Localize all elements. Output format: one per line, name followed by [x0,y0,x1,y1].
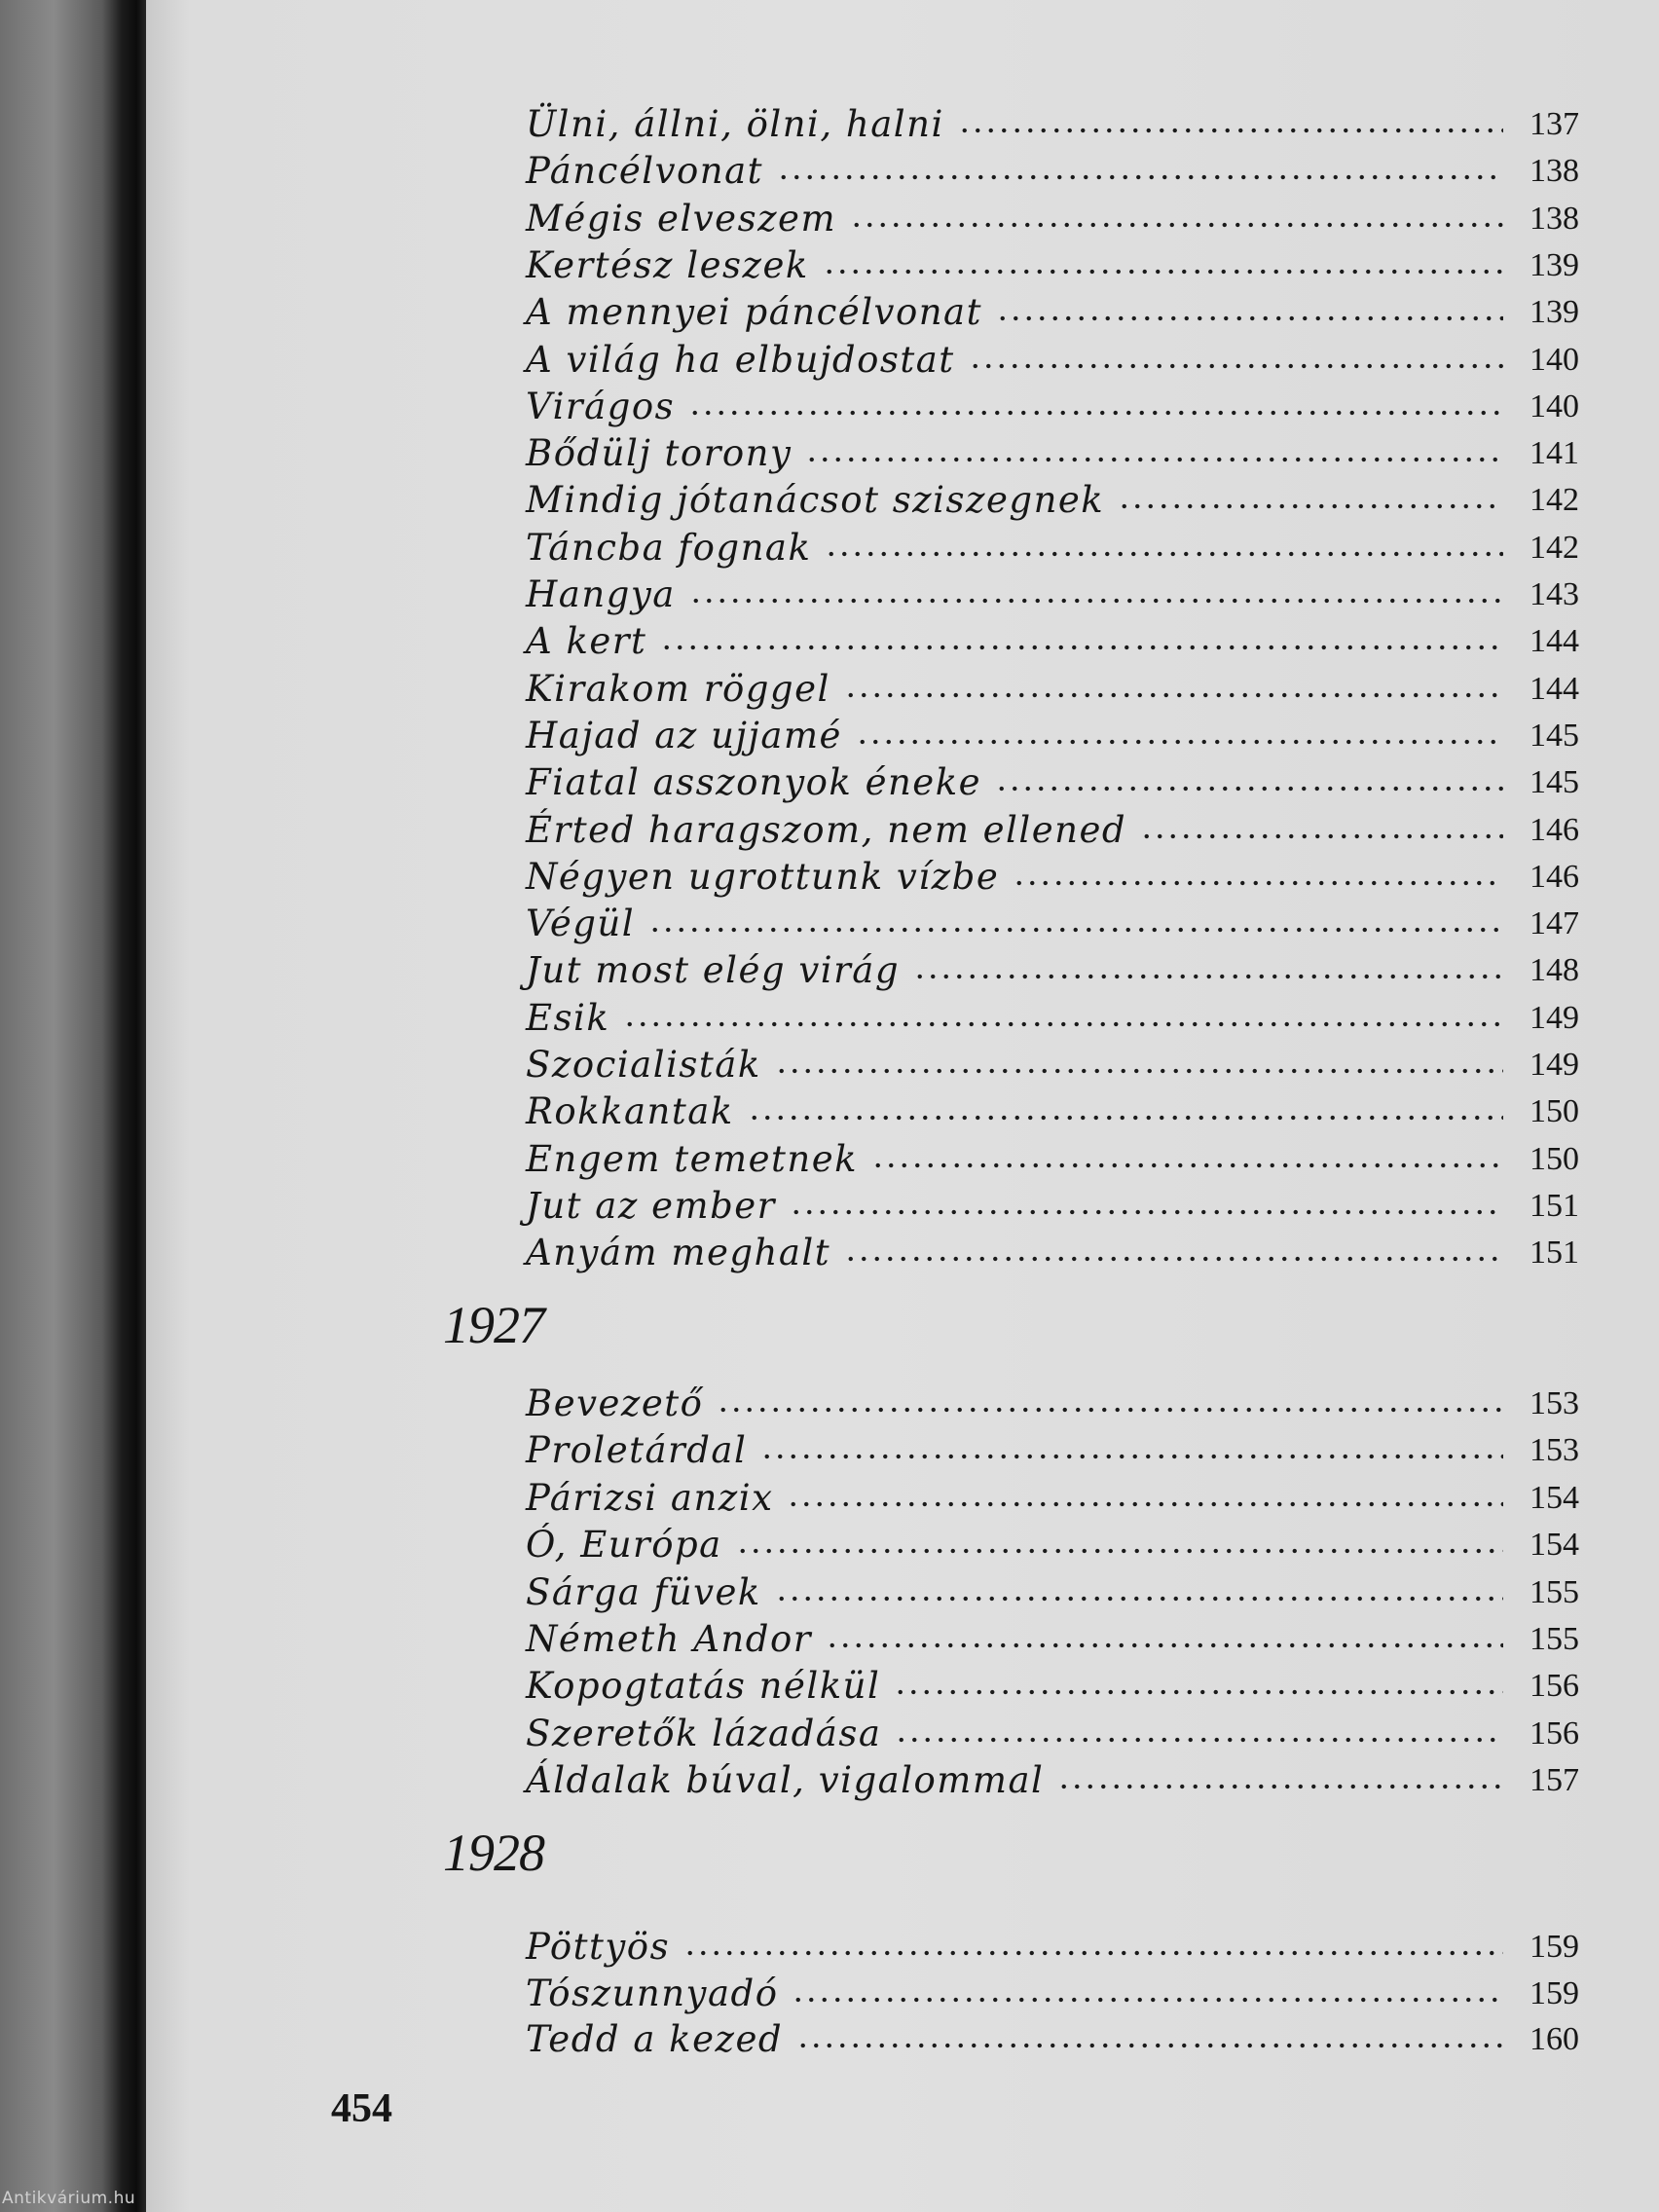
toc-entry [526,668,1579,711]
dot-leader [995,779,1503,798]
toc-entry [526,620,1579,663]
watermark: Antikvárium.hu [2,2189,136,2208]
page-number: 454 [331,2086,392,2131]
toc-entry-title: Négyen ugrottunk vízbe [526,855,1000,898]
toc-entry-title: Tószunnyadó [526,1972,779,2014]
toc-entry-title: Rokkantak [526,1090,734,1133]
dot-leader [688,403,1503,423]
toc-entry-title: Esik [526,996,610,1039]
toc-entry-title: Érted haragszom, nem ellened [526,808,1127,851]
dot-leader [787,1494,1503,1514]
toc-entry-title: Táncba fognak [526,526,812,569]
dot-leader [792,1990,1503,2009]
dot-leader [805,450,1503,469]
toc-entry-page: 143 [1530,576,1579,612]
dot-leader [958,121,1503,140]
toc-entry-title: Fiatal asszonyok éneke [526,761,982,804]
book-spine-shadow [0,0,154,2212]
toc-entry-title: Tedd a kezed [526,2018,784,2060]
toc-entry-title: Kirakom röggel [526,667,830,710]
toc-entry-page: 139 [1530,246,1579,283]
toc-entry [526,1926,1579,1969]
toc-entry-page: 149 [1530,1047,1579,1083]
dot-leader [790,1202,1503,1222]
toc-entry [526,103,1579,146]
dot-leader [826,1636,1503,1655]
toc-entry [526,1382,1579,1425]
toc-entry-title: Bődülj torony [526,432,793,475]
toc-entry-page: 142 [1530,529,1579,566]
toc-entry-title: Proletárdal [526,1429,748,1472]
toc-entry [526,1044,1579,1087]
toc-entry-title: Párizsi anzix [526,1476,774,1519]
toc-entry-title: A kert [526,620,647,663]
toc-entry-title: Virágos [526,385,676,427]
toc-entry [526,527,1579,570]
toc-entry [526,1524,1579,1567]
toc-entry-page: 138 [1530,153,1579,190]
toc-entry-page: 139 [1530,294,1579,331]
toc-entry-title: Mindig jótanácsot sziszegnek [526,479,1105,522]
dot-leader [1140,827,1503,846]
toc-entry [526,949,1579,992]
dot-leader [844,1249,1503,1269]
toc-entry-page: 153 [1530,1385,1579,1421]
dot-leader [996,309,1503,328]
toc-entry-page: 144 [1530,623,1579,660]
toc-entry-page: 156 [1530,1714,1579,1751]
toc-entry [526,1618,1579,1661]
toc-entry-title: Jut az ember [526,1184,776,1227]
toc-entry-page: 155 [1530,1621,1579,1657]
toc-entry-page: 150 [1530,1093,1579,1130]
toc-entry-page: 159 [1530,1929,1579,1965]
toc-entry-title: Hangya [526,573,676,615]
toc-entry-page: 142 [1530,482,1579,519]
toc-entry-page: 150 [1530,1140,1579,1177]
dot-leader [683,1943,1503,1963]
toc-entry [526,809,1579,852]
toc-entry-page: 144 [1530,670,1579,707]
toc-entry-page: 160 [1530,2021,1579,2057]
year-heading-1927: 1927 [443,1296,544,1354]
toc-entry-title: Hajad az ujjamé [526,714,842,756]
toc-entry [526,479,1579,522]
dot-leader [844,685,1503,705]
toc-entry-title: Engem temetnek [526,1137,859,1180]
dot-leader [777,167,1503,187]
dot-leader [850,215,1503,235]
toc-entry-page: 148 [1530,952,1579,989]
toc-entry [526,1665,1579,1708]
year-heading-1928: 1928 [443,1824,544,1882]
toc-entry-page: 153 [1530,1432,1579,1469]
toc-entry-title: Németh Andor [526,1618,812,1660]
toc-entry [526,386,1579,428]
dot-leader [1118,497,1503,516]
dot-leader [736,1541,1503,1561]
toc-entry [526,715,1579,757]
toc-entry-title: Páncélvonat [526,150,764,193]
toc-entry-title: A mennyei páncélvonat [526,291,982,334]
toc-entry-page: 141 [1530,435,1579,472]
toc-entry-title: Kertész leszek [526,243,809,286]
toc-entry-page: 157 [1530,1762,1579,1799]
toc-entry-title: Mégis elveszem [526,197,837,240]
toc-entry-title: Kopogtatás nélkül [526,1665,881,1708]
toc-entry-title: Anyám meghalt [526,1232,831,1274]
toc-entry [526,2018,1579,2061]
dot-leader [623,1014,1503,1034]
toc-entry [526,1759,1579,1802]
dot-leader [717,1400,1503,1419]
toc-entry-page: 147 [1530,905,1579,942]
toc-entry-page: 154 [1530,1527,1579,1564]
dot-leader [913,967,1503,986]
toc-entry-page: 159 [1530,1974,1579,2011]
dot-leader [871,1156,1503,1175]
toc-entry-title: Szocialisták [526,1044,761,1086]
dot-leader [895,1730,1503,1750]
toc-entry-page: 151 [1530,1235,1579,1272]
toc-entry [526,339,1579,382]
toc-entry [526,761,1579,804]
toc-entry [526,1090,1579,1133]
dot-leader [748,1108,1503,1127]
toc-entry [526,997,1579,1040]
toc-entry [526,432,1579,475]
dot-leader [660,638,1503,657]
dot-leader [760,1447,1503,1466]
dot-leader [796,2036,1503,2055]
dot-leader [775,1061,1503,1081]
toc-entry-page: 140 [1530,341,1579,378]
toc-entry-page: 140 [1530,387,1579,424]
toc-entry [526,856,1579,899]
toc-entry-page: 149 [1530,999,1579,1036]
toc-entry-page: 145 [1530,717,1579,754]
dot-leader [856,732,1503,752]
dot-leader [825,544,1503,564]
toc-entry-page: 146 [1530,858,1579,895]
dot-leader [823,262,1503,281]
toc-entry-title: Áldalak búval, vigalommal [526,1759,1045,1802]
dot-leader [775,1589,1503,1608]
dot-leader [689,591,1503,610]
toc-entry [526,291,1579,334]
toc-entry-page: 137 [1530,106,1579,142]
toc-entry [526,1972,1579,2015]
toc-entry-title: Szeretők lázadása [526,1712,882,1754]
toc-entry [526,1138,1579,1181]
toc-entry [526,573,1579,616]
dot-leader [894,1682,1503,1702]
dot-leader [1013,873,1503,893]
toc-entry-title: Pöttyös [526,1926,671,1968]
toc-entry [526,1185,1579,1228]
toc-entry-title: Bevezető [526,1382,704,1424]
toc-entry-page: 151 [1530,1187,1579,1224]
toc-entry [526,1571,1579,1614]
toc-entry-title: Ó, Európa [526,1524,722,1567]
toc-entry-title: Ülni, állni, ölni, halni [526,103,944,145]
toc-entry [526,198,1579,240]
toc-entry [526,903,1579,945]
toc-entry-title: Sárga füvek [526,1570,761,1613]
dot-leader [969,356,1503,376]
toc-entry-page: 146 [1530,811,1579,848]
toc-entry-title: A világ ha elbujdostat [526,338,955,381]
toc-entry-title: Jut most elég virág [526,949,901,992]
toc-entry-page: 138 [1530,200,1579,237]
toc-entry [526,1232,1579,1274]
toc-entry-title: Végül [526,903,636,945]
toc-entry [526,1477,1579,1520]
toc-entry [526,150,1579,193]
toc-entry-page: 156 [1530,1668,1579,1705]
toc-entry-page: 145 [1530,764,1579,801]
toc-entry [526,244,1579,287]
toc-entry-page: 155 [1530,1573,1579,1610]
dot-leader [648,920,1503,940]
toc-entry-page: 154 [1530,1479,1579,1516]
toc-entry [526,1713,1579,1755]
dot-leader [1057,1777,1503,1796]
toc-entry [526,1429,1579,1472]
